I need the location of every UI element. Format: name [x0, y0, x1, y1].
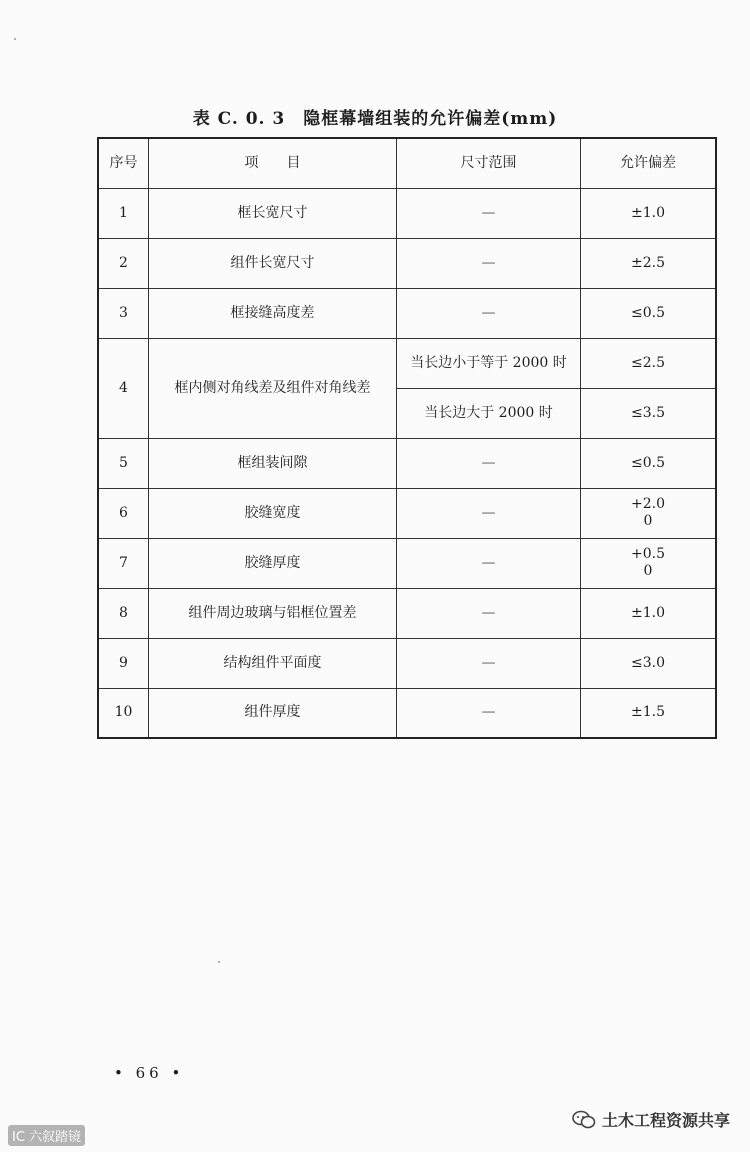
row-no: 7	[98, 538, 149, 588]
row-item: 胶缝厚度	[149, 538, 397, 588]
header-range: 尺寸范围	[397, 138, 581, 188]
row-item: 框组装间隙	[149, 438, 397, 488]
table-header-row	[98, 138, 716, 188]
deviation-upper: +0.5	[631, 546, 665, 562]
row-range: 当长边小于等于 2000 时	[397, 338, 581, 388]
row-range: —	[397, 188, 581, 238]
row-no: 8	[98, 588, 149, 638]
watermark-right-text: 土木工程资源共享	[601, 1111, 730, 1130]
table-row	[98, 188, 716, 238]
table-row	[98, 238, 716, 288]
row-no: 6	[98, 488, 149, 538]
table-row	[98, 488, 716, 538]
row-item: 结构组件平面度	[149, 638, 397, 688]
row-deviation: ≤2.5	[581, 338, 717, 388]
deviation-lower: 0	[643, 563, 653, 579]
row-item: 组件厚度	[149, 688, 397, 738]
watermark-right	[572, 1108, 730, 1131]
row-deviation: ±1.0	[581, 588, 717, 638]
row-no: 5	[98, 438, 149, 488]
row-range: 当长边大于 2000 时	[397, 388, 581, 438]
row-deviation: ±1.0	[581, 188, 717, 238]
row-deviation	[581, 538, 717, 588]
row-item: 胶缝宽度	[149, 488, 397, 538]
scan-speck	[218, 961, 220, 963]
header-deviation: 允许偏差	[581, 138, 717, 188]
page-number: • 66 •	[114, 1064, 185, 1082]
table-row	[98, 688, 716, 738]
row-deviation: ≤0.5	[581, 288, 717, 338]
table-row	[98, 288, 716, 338]
deviation-lower: 0	[643, 513, 653, 529]
row-range: —	[397, 638, 581, 688]
deviation-upper: +2.0	[631, 496, 665, 512]
row-deviation: ≤0.5	[581, 438, 717, 488]
deviation-table	[97, 137, 717, 739]
row-item: 组件长宽尺寸	[149, 238, 397, 288]
row-range: —	[397, 488, 581, 538]
row-no: 2	[98, 238, 149, 288]
header-item: 项 目	[149, 138, 397, 188]
row-deviation: ≤3.0	[581, 638, 717, 688]
row-item: 框内侧对角线差及组件对角线差	[149, 338, 397, 438]
row-deviation: ≤3.5	[581, 388, 717, 438]
row-range: —	[397, 438, 581, 488]
row-item: 框长宽尺寸	[149, 188, 397, 238]
table-row	[98, 538, 716, 588]
scan-speck	[14, 38, 16, 40]
wechat-icon	[572, 1110, 596, 1130]
row-item: 框接缝高度差	[149, 288, 397, 338]
row-range: —	[397, 288, 581, 338]
row-no: 3	[98, 288, 149, 338]
row-no: 10	[98, 688, 149, 738]
row-deviation: ±1.5	[581, 688, 717, 738]
header-no: 序号	[98, 138, 149, 188]
row-deviation	[581, 488, 717, 538]
row-range: —	[397, 688, 581, 738]
watermark-left: IC 六叙踏镜	[8, 1125, 85, 1146]
table-title: 表 C. 0. 3 隐框幕墙组装的允许偏差(mm)	[192, 109, 558, 129]
table-row	[98, 588, 716, 638]
row-deviation: ±2.5	[581, 238, 717, 288]
table-row	[98, 638, 716, 688]
row-range: —	[397, 588, 581, 638]
row-range: —	[397, 238, 581, 288]
row-no: 1	[98, 188, 149, 238]
row-no: 9	[98, 638, 149, 688]
table-row	[98, 338, 716, 388]
row-range: —	[397, 538, 581, 588]
row-no: 4	[98, 338, 149, 438]
row-item: 组件周边玻璃与铝框位置差	[149, 588, 397, 638]
table-row	[98, 438, 716, 488]
